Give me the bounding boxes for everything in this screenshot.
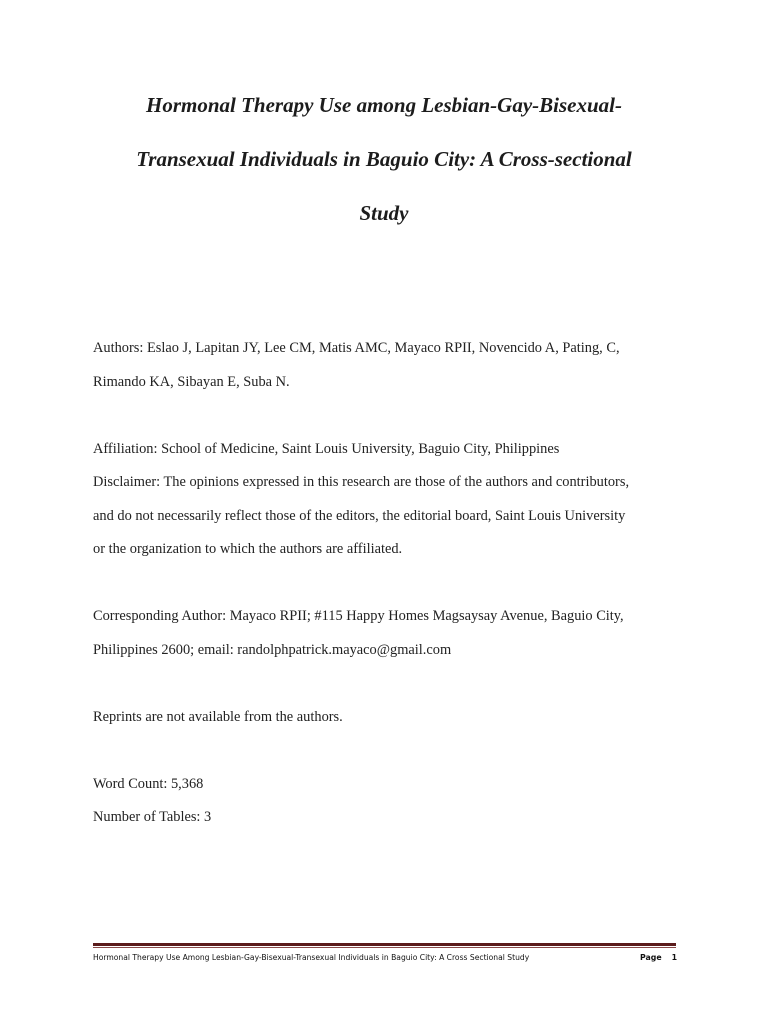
authors-line-2: Rimando KA, Sibayan E, Suba N.: [93, 374, 290, 390]
disclaimer-line-1: Disclaimer: The opinions expressed in this research are those of the authors and contributors,: [93, 474, 630, 490]
number-of-tables: Number of Tables: 3: [93, 809, 212, 825]
footer-page-indicator: [640, 953, 677, 962]
affiliation: Affiliation: School of Medicine, Saint Louis University, Baguio City, Philippines: [93, 441, 560, 457]
authors-line-1: Authors: Eslao J, Lapitan JY, Lee CM, Matis AMC, Mayaco RPII, Novencido A, Pating, C,: [93, 340, 620, 356]
title-line-3: Study: [359, 201, 409, 225]
corresponding-line-1: Corresponding Author: Mayaco RPII; #115 Happy Homes Magsaysay Avenue, Baguio City,: [93, 608, 624, 624]
disclaimer-line-2: and do not necessarily reflect those of the editors, the editorial board, Saint Louis University: [93, 508, 626, 524]
page-label: Page: [640, 953, 662, 962]
corresponding-line-2: Philippines 2600; email: randolphpatrick.mayaco@gmail.com: [93, 642, 452, 658]
paper-title: [80, 78, 688, 240]
title-line-2: Transexual Individuals in Baguio City: A Cross-sectional: [136, 147, 632, 171]
footer-divider-thin: [93, 947, 676, 948]
disclaimer-line-3: or the organization to which the authors are affiliated.: [93, 541, 403, 557]
title-line-1: Hormonal Therapy Use among Lesbian-Gay-Bisexual-: [146, 93, 622, 117]
footer-divider: [93, 943, 676, 946]
word-count: Word Count: 5,368: [93, 776, 204, 792]
page-number: 1: [671, 953, 678, 962]
footer-running-title: Hormonal Therapy Use Among Lesbian-Gay-Bisexual-Transexual Individuals in Baguio City: A Cross Sectional Study: [93, 953, 530, 962]
reprints-note: Reprints are not available from the authors.: [93, 709, 343, 725]
